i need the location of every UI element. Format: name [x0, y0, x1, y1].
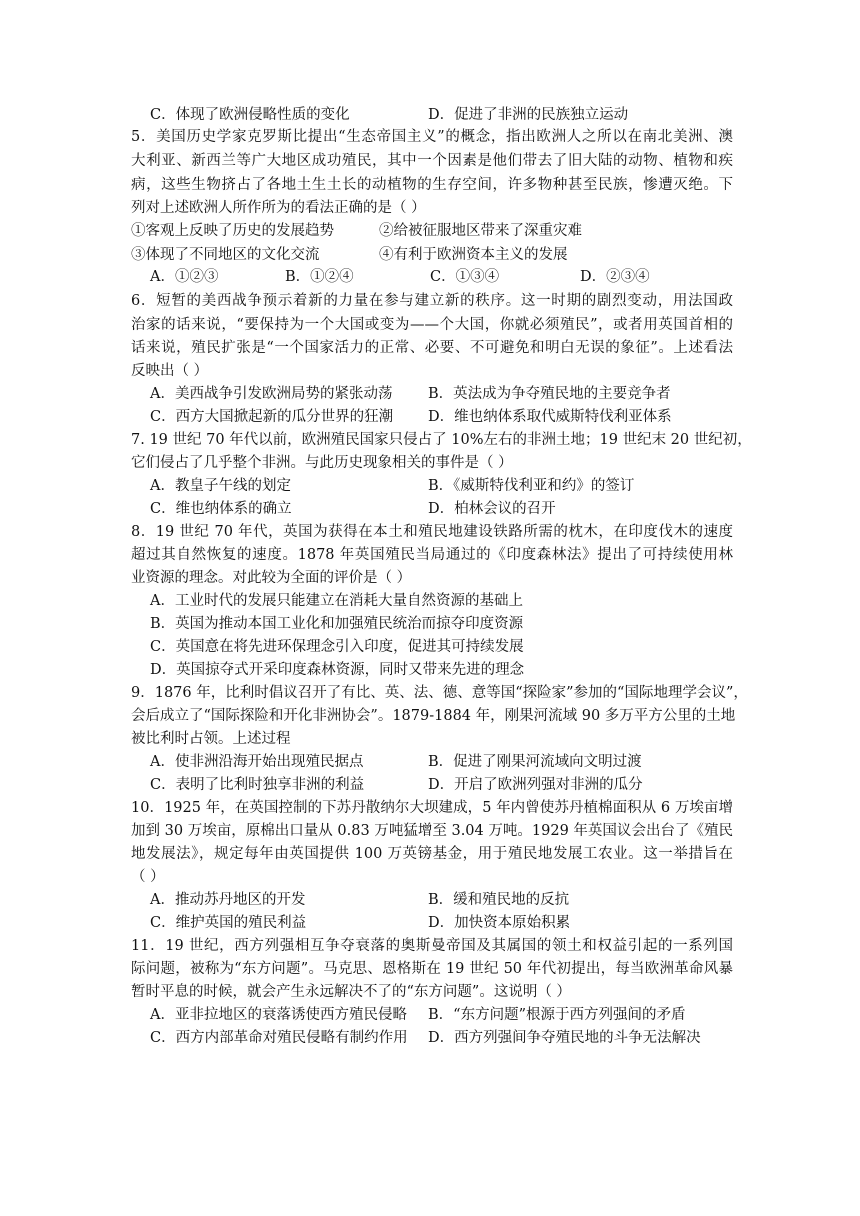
- option-d: D．英国掠夺式开采印度森林资源，同时又带来先进的理念: [150, 662, 525, 678]
- option-b: B．“东方问题”根源于西方列强间的矛盾: [428, 1007, 686, 1023]
- option-row: [150, 383, 733, 405]
- question-6-line: 6．短暂的美西战争预示着新的力量在参与建立新的秩序。这一时期的剧烈变动，用法国政: [131, 293, 733, 309]
- question-6-line: 话来说，殖民扩张是“一个国家活力的正常、必要、不可避免和明白无误的象征”。上述看法: [131, 340, 733, 356]
- option-d: D．加快资本原始积累: [428, 915, 571, 931]
- option-row: [150, 751, 733, 773]
- statement-row: [131, 220, 733, 242]
- option-row: [150, 475, 733, 497]
- option-row: [150, 912, 733, 934]
- question-6-line: 治家的话来说，“要保持为一个大国或变为——个大国，你就必须殖民”，或者用英国首相的: [131, 317, 733, 333]
- option-row: [150, 774, 733, 796]
- question-9-line: 被比利时占领。上述过程: [131, 731, 291, 747]
- question-5-line: 5．美国历史学家克罗斯比提出“生态帝国主义”的概念，指出欧洲人之所以在南北美洲、澳: [131, 129, 733, 145]
- option-d: D．②③④: [580, 269, 650, 285]
- question-8-line: 业资源的理念。对此较为全面的评价是（ ）: [131, 570, 412, 586]
- option-a: A．美西战争引发欧洲局势的紧张动荡: [150, 386, 393, 402]
- option-c: C．①③④: [430, 269, 500, 285]
- statement: ①客观上反映了历史的发展趋势: [131, 223, 334, 239]
- option-a: A．使非洲沿海开始出现殖民据点: [150, 754, 364, 770]
- option-d: D．开启了欧洲列强对非洲的瓜分: [428, 777, 643, 793]
- statement-row: [131, 244, 733, 266]
- option-c: C．西方大国掀起新的瓜分世界的狂潮: [150, 409, 394, 425]
- option-row: [150, 266, 733, 288]
- question-5-line: 大利亚、新西兰等广大地区成功殖民，其中一个因素是他们带去了旧大陆的动物、植物和疾: [131, 153, 733, 169]
- question-10-line: 10．1925 年，在英国控制的下苏丹散纳尔大坝建成，5 年内曾使苏丹植棉面积从 6 万埃亩增: [131, 800, 733, 816]
- option-a: A．教皇子午线的划定: [150, 478, 291, 494]
- option-d: D．促进了非洲的民族独立运动: [428, 107, 629, 123]
- option-b: B．缓和殖民地的反抗: [428, 892, 570, 908]
- option-row: [150, 1027, 733, 1049]
- option-row: [150, 498, 733, 520]
- option-d: D．西方列强间争夺殖民地的斗争无法解决: [428, 1030, 701, 1046]
- statement: ④有利于欧洲资本主义的发展: [379, 247, 568, 263]
- option-d: D．柏林会议的召开: [428, 501, 556, 517]
- question-9-line: 会后成立了“国际探险和开化非洲协会”。1879-1884 年，刚果河流域 90 多万平方公里的土地: [131, 708, 736, 724]
- option-row: [150, 1004, 733, 1026]
- option-b: B．《威斯特伐利亚和约》的签订: [428, 478, 635, 494]
- option-d: D．维也纳体系取代威斯特伐利亚体系: [428, 409, 672, 425]
- question-5-line: 列对上述欧洲人所作所为的看法正确的是（ ）: [131, 200, 426, 216]
- question-7-line: 它们侵占了几乎整个非洲。与此历史现象相关的事件是（ ）: [131, 455, 513, 471]
- question-11-line: 际问题，被称为“东方问题”。马克思、恩格斯在 19 世纪 50 年代初提出，每当欧洲革命风暴: [131, 961, 733, 977]
- option-c: C．维护英国的殖民利益: [150, 915, 307, 931]
- option-b: B．英国为推动本国工业化和加强殖民统治而掠夺印度资源: [150, 616, 524, 632]
- option-c: C．英国意在将先进环保理念引入印度，促进其可持续发展: [150, 639, 524, 655]
- option-a: A．推动苏丹地区的开发: [150, 892, 306, 908]
- question-8-line: 8．19 世纪 70 年代，英国为获得在本土和殖民地建设铁路所需的枕木，在印度伐木的速度: [131, 524, 733, 540]
- option-row: [150, 104, 733, 126]
- statement: ③体现了不同地区的文化交流: [131, 247, 320, 263]
- question-10-line: 地发展法》，规定每年由英国提供 100 万英镑基金，用于殖民地发展工农业。这一举措旨在: [131, 846, 733, 862]
- question-5-line: 病，这些生物挤占了各地土生土长的动植物的生存空间，许多物种甚至民族，惨遭灭绝。下: [131, 177, 733, 193]
- question-8-line: 超过其自然恢复的速度。1878 年英国殖民当局通过的《印度森林法》提出了可持续使用林: [131, 547, 733, 563]
- question-7-line: 7. 19 世纪 70 年代以前，欧洲殖民国家只侵占了 10%左右的非洲土地；19 世纪末 20 世纪初，: [131, 432, 752, 448]
- statement: ②给被征服地区带来了深重灾难: [379, 223, 582, 239]
- option-a: A．亚非拉地区的衰落诱使西方殖民侵略: [150, 1007, 407, 1023]
- option-c: C．维也纳体系的确立: [150, 501, 292, 517]
- option-b: B．①②④: [285, 269, 354, 285]
- option-b: B．促进了刚果河流域向文明过渡: [428, 754, 642, 770]
- option-c: C．体现了欧洲侵略性质的变化: [150, 107, 350, 123]
- question-11-line: 11．19 世纪，西方列强相互争夺衰落的奥斯曼帝国及其属国的领土和权益引起的一系列国: [131, 938, 733, 954]
- question-10-line: （ ）: [131, 869, 165, 885]
- question-9-line: 9．1876 年，比利时倡议召开了有比、英、法、德、意等国“探险家”参加的“国际地理学会议”，: [131, 685, 748, 701]
- option-row: [150, 406, 733, 428]
- option-c: C．西方内部革命对殖民侵略有制约作用: [150, 1030, 408, 1046]
- option-a: A．①②③: [150, 269, 219, 285]
- question-10-line: 加到 30 万埃亩，原棉出口量从 0.83 万吨猛增至 3.04 万吨。1929 年英国议会出台了《殖民: [131, 823, 733, 839]
- option-b: B．英法成为争夺殖民地的主要竞争者: [428, 386, 671, 402]
- option-c: C．表明了比利时独享非洲的利益: [150, 777, 365, 793]
- option-row: [150, 889, 733, 911]
- question-6-line: 反映出（ ）: [131, 363, 209, 379]
- option-a: A．工业时代的发展只能建立在消耗大量自然资源的基础上: [150, 593, 523, 609]
- question-11-line: 暂时平息的时候，就会产生永远解决不了的“东方问题”。这说明（ ）: [131, 984, 571, 1000]
